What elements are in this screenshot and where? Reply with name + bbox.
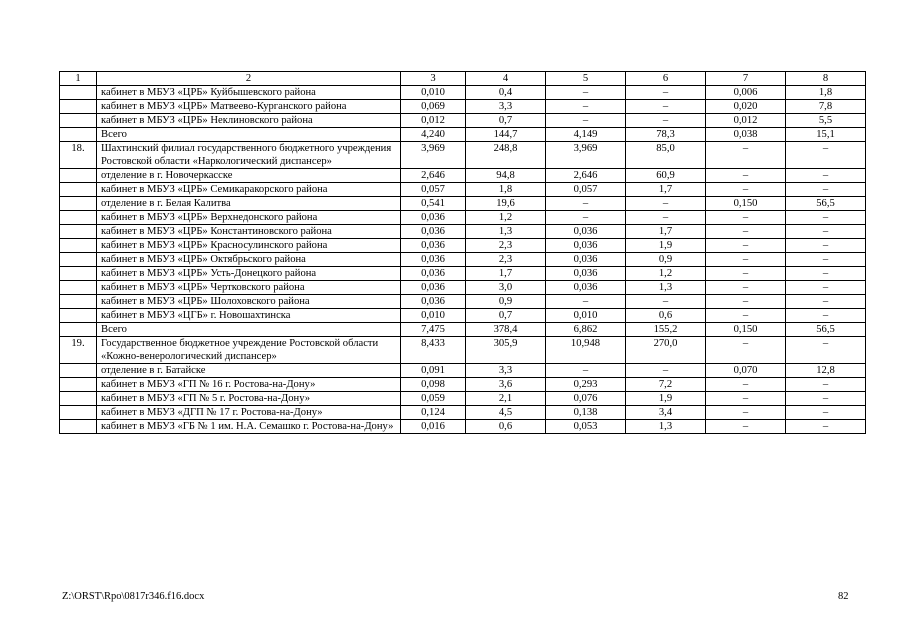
table-row [60, 267, 866, 281]
table-cell [60, 364, 97, 378]
table-cell: – [786, 337, 866, 364]
table-cell: кабинет в МБУЗ «ЦРБ» Красносулинского района [97, 239, 401, 253]
table-body [60, 72, 866, 434]
table-cell: кабинет в МБУЗ «ЦРБ» Неклиновского района [97, 114, 401, 128]
table-cell: отделение в г. Новочеркасске [97, 169, 401, 183]
table-cell [60, 114, 97, 128]
table-cell: 0,036 [546, 267, 626, 281]
table-row [60, 197, 866, 211]
table-cell: – [706, 295, 786, 309]
table-cell: – [626, 86, 706, 100]
table-cell: 0,036 [401, 211, 466, 225]
table-cell: – [786, 309, 866, 323]
table-row [60, 309, 866, 323]
table-cell: 0,9 [626, 253, 706, 267]
table-cell: 0,7 [466, 309, 546, 323]
table-row [60, 323, 866, 337]
table-cell: – [546, 197, 626, 211]
table-cell: 0,010 [401, 86, 466, 100]
table-cell: 78,3 [626, 128, 706, 142]
table-cell: 2,646 [546, 169, 626, 183]
table-cell: 0,6 [626, 309, 706, 323]
table-cell: 0,010 [401, 309, 466, 323]
file-path: Z:\ORST\Rpo\0817r346.f16.docx [62, 591, 205, 602]
table-cell: – [546, 86, 626, 100]
table-row [60, 364, 866, 378]
table-cell: 0,098 [401, 378, 466, 392]
table-row [60, 420, 866, 434]
table-cell: 12,8 [786, 364, 866, 378]
table-cell: – [786, 406, 866, 420]
table-cell: – [706, 142, 786, 169]
table-cell: 56,5 [786, 323, 866, 337]
table-cell: – [786, 420, 866, 434]
table-cell: 10,948 [546, 337, 626, 364]
table-cell: 0,036 [401, 225, 466, 239]
table-cell: 1,7 [466, 267, 546, 281]
table-cell: – [706, 392, 786, 406]
table-row [60, 86, 866, 100]
table-cell: – [786, 142, 866, 169]
table-cell: – [706, 211, 786, 225]
table-cell: кабинет в МБУЗ «ГП № 5 г. Ростова-на-Дону» [97, 392, 401, 406]
table-cell: 0,036 [401, 253, 466, 267]
column-header: 2 [97, 72, 401, 86]
table-cell: – [626, 100, 706, 114]
table-cell [60, 128, 97, 142]
table-cell: 7,8 [786, 100, 866, 114]
table-cell: 1,7 [626, 225, 706, 239]
table-cell: 0,036 [401, 239, 466, 253]
data-table [59, 71, 866, 434]
table-cell: – [626, 197, 706, 211]
table-cell: 15,1 [786, 128, 866, 142]
table-cell: 0,070 [706, 364, 786, 378]
table-cell: – [706, 378, 786, 392]
table-cell: 3,4 [626, 406, 706, 420]
table-cell: 7,475 [401, 323, 466, 337]
table-cell [60, 197, 97, 211]
table-cell: – [706, 169, 786, 183]
table-cell: – [706, 309, 786, 323]
table-cell [60, 225, 97, 239]
table-cell: – [706, 406, 786, 420]
table-cell: 1,7 [626, 183, 706, 197]
table-cell: 0,053 [546, 420, 626, 434]
table-cell: отделение в г. Белая Калитва [97, 197, 401, 211]
table-cell: 155,2 [626, 323, 706, 337]
table-cell: – [626, 295, 706, 309]
table-row [60, 142, 866, 169]
table-cell: 1,2 [466, 211, 546, 225]
table-cell: – [706, 225, 786, 239]
table-cell: 2,1 [466, 392, 546, 406]
table-cell: 7,2 [626, 378, 706, 392]
table-cell: 0,010 [546, 309, 626, 323]
table-cell: 0,4 [466, 86, 546, 100]
table-cell: – [706, 337, 786, 364]
table-cell [60, 309, 97, 323]
table-cell: 0,091 [401, 364, 466, 378]
table-cell: – [546, 295, 626, 309]
table-cell: Государственное бюджетное учреждение Ростовской области «Кожно-венерологический диспансер» [97, 337, 401, 364]
table-row [60, 406, 866, 420]
table-cell [60, 420, 97, 434]
table-cell: 94,8 [466, 169, 546, 183]
table-cell: 0,036 [546, 225, 626, 239]
table-cell: 3,3 [466, 100, 546, 114]
table-cell: кабинет в МБУЗ «ЦРБ» Куйбышевского района [97, 86, 401, 100]
table-cell: – [626, 364, 706, 378]
table-row [60, 225, 866, 239]
table-cell [60, 267, 97, 281]
table-row [60, 100, 866, 114]
table-cell: 270,0 [626, 337, 706, 364]
table-cell: кабинет в МБУЗ «ЦГБ» г. Новошахтинска [97, 309, 401, 323]
table-cell: 0,150 [706, 197, 786, 211]
table-cell: – [786, 183, 866, 197]
table-cell: 0,059 [401, 392, 466, 406]
table-cell: 4,5 [466, 406, 546, 420]
table-cell: 0,057 [546, 183, 626, 197]
table-cell: 56,5 [786, 197, 866, 211]
table-cell: кабинет в МБУЗ «ЦРБ» Шолоховского района [97, 295, 401, 309]
table-row [60, 114, 866, 128]
table-row [60, 211, 866, 225]
table-cell [60, 100, 97, 114]
table-row [60, 392, 866, 406]
table-cell [60, 392, 97, 406]
table-cell: – [546, 114, 626, 128]
table-cell: 0,020 [706, 100, 786, 114]
table-cell: 0,036 [401, 281, 466, 295]
table-cell: – [706, 183, 786, 197]
table-cell: – [706, 253, 786, 267]
table-cell: 0,057 [401, 183, 466, 197]
table-cell: 0,124 [401, 406, 466, 420]
table-cell: 248,8 [466, 142, 546, 169]
table-cell [60, 86, 97, 100]
table-cell: отделение в г. Батайске [97, 364, 401, 378]
table-cell: 2,646 [401, 169, 466, 183]
table-cell: 1,8 [786, 86, 866, 100]
table-cell: 305,9 [466, 337, 546, 364]
table-cell: Всего [97, 128, 401, 142]
table-cell: – [786, 392, 866, 406]
table-cell: 0,541 [401, 197, 466, 211]
table-cell: кабинет в МБУЗ «ЦРБ» Октябрьского района [97, 253, 401, 267]
table-cell: 8,433 [401, 337, 466, 364]
table-cell: 0,076 [546, 392, 626, 406]
table-cell: 0,150 [706, 323, 786, 337]
table-row [60, 295, 866, 309]
table-cell: 0,012 [401, 114, 466, 128]
table-cell: – [626, 114, 706, 128]
column-header: 8 [786, 72, 866, 86]
table-cell: 0,036 [546, 281, 626, 295]
table-cell [60, 253, 97, 267]
table-cell: 1,2 [626, 267, 706, 281]
table-row [60, 239, 866, 253]
table-cell: 1,3 [466, 225, 546, 239]
table-cell: 0,7 [466, 114, 546, 128]
table-cell: 1,9 [626, 392, 706, 406]
table-cell: 0,9 [466, 295, 546, 309]
table-cell: 1,3 [626, 420, 706, 434]
table-cell: 0,138 [546, 406, 626, 420]
table-cell: Всего [97, 323, 401, 337]
table-cell: 60,9 [626, 169, 706, 183]
table-cell: – [786, 211, 866, 225]
column-header: 4 [466, 72, 546, 86]
table-cell: кабинет в МБУЗ «ГП № 16 г. Ростова-на-Дону» [97, 378, 401, 392]
table-row [60, 169, 866, 183]
table-cell: – [786, 169, 866, 183]
table-cell: 1,8 [466, 183, 546, 197]
table-cell: кабинет в МБУЗ «ЦРБ» Семикаракорского района [97, 183, 401, 197]
table-cell [60, 281, 97, 295]
table-cell: 0,036 [546, 253, 626, 267]
table-cell: 3,6 [466, 378, 546, 392]
table-cell: кабинет в МБУЗ «ЦРБ» Усть-Донецкого района [97, 267, 401, 281]
table-cell: 144,7 [466, 128, 546, 142]
table-cell: 18. [60, 142, 97, 169]
table-cell [60, 378, 97, 392]
table-cell: 0,036 [401, 267, 466, 281]
table-cell: 2,3 [466, 253, 546, 267]
table-cell: 4,240 [401, 128, 466, 142]
table-cell: 85,0 [626, 142, 706, 169]
table-cell [60, 239, 97, 253]
table-row [60, 337, 866, 364]
table-cell: 4,149 [546, 128, 626, 142]
table-cell: 0,069 [401, 100, 466, 114]
table-cell: 0,012 [706, 114, 786, 128]
table-cell: – [786, 295, 866, 309]
table-cell: 378,4 [466, 323, 546, 337]
table-cell: Шахтинский филиал государственного бюджетного учреждения Ростовской области «Наркологический диспансер» [97, 142, 401, 169]
table-cell: – [786, 267, 866, 281]
table-row [60, 253, 866, 267]
table-cell [60, 406, 97, 420]
table-cell: 6,862 [546, 323, 626, 337]
table-cell: – [786, 239, 866, 253]
table-cell: – [706, 281, 786, 295]
table-cell: кабинет в МБУЗ «ЦРБ» Матвеево-Курганского района [97, 100, 401, 114]
table-cell: кабинет в МБУЗ «ЦРБ» Чертковского района [97, 281, 401, 295]
table-cell [60, 211, 97, 225]
table-cell [60, 183, 97, 197]
table-cell: 2,3 [466, 239, 546, 253]
table-cell: 0,006 [706, 86, 786, 100]
table-row [60, 281, 866, 295]
column-header: 1 [60, 72, 97, 86]
table-cell [60, 323, 97, 337]
table-cell: 3,969 [546, 142, 626, 169]
table-cell: – [546, 364, 626, 378]
table-cell: – [546, 211, 626, 225]
table-cell: кабинет в МБУЗ «ЦРБ» Верхнедонского района [97, 211, 401, 225]
table-cell: кабинет в МБУЗ «ГБ № 1 им. Н.А. Семашко г. Ростова-на-Дону» [97, 420, 401, 434]
page-number: 82 [838, 591, 849, 602]
table-cell: – [626, 211, 706, 225]
table-cell: кабинет в МБУЗ «ДГП № 17 г. Ростова-на-Дону» [97, 406, 401, 420]
table-cell: – [546, 100, 626, 114]
column-header: 3 [401, 72, 466, 86]
table-cell: – [786, 281, 866, 295]
table-cell: – [786, 378, 866, 392]
table-cell: 19. [60, 337, 97, 364]
table-cell: кабинет в МБУЗ «ЦРБ» Константиновского района [97, 225, 401, 239]
table-cell: 5,5 [786, 114, 866, 128]
table-cell: 19,6 [466, 197, 546, 211]
table-cell: 3,0 [466, 281, 546, 295]
table-cell [60, 295, 97, 309]
table-row [60, 128, 866, 142]
table-cell [60, 169, 97, 183]
column-header: 6 [626, 72, 706, 86]
table-cell: – [706, 239, 786, 253]
table-cell: – [786, 225, 866, 239]
table-cell: 0,036 [401, 295, 466, 309]
table-cell: 1,9 [626, 239, 706, 253]
table-cell: 3,969 [401, 142, 466, 169]
table-row [60, 378, 866, 392]
table-cell: 0,036 [546, 239, 626, 253]
column-header: 7 [706, 72, 786, 86]
table-cell: 0,6 [466, 420, 546, 434]
table-cell: – [786, 253, 866, 267]
column-header: 5 [546, 72, 626, 86]
table-row [60, 183, 866, 197]
header-row [60, 72, 866, 86]
table-cell: 3,3 [466, 364, 546, 378]
table-cell: – [706, 267, 786, 281]
table-cell: 0,293 [546, 378, 626, 392]
table-cell: – [706, 420, 786, 434]
table-cell: 0,016 [401, 420, 466, 434]
table-cell: 0,038 [706, 128, 786, 142]
table-cell: 1,3 [626, 281, 706, 295]
